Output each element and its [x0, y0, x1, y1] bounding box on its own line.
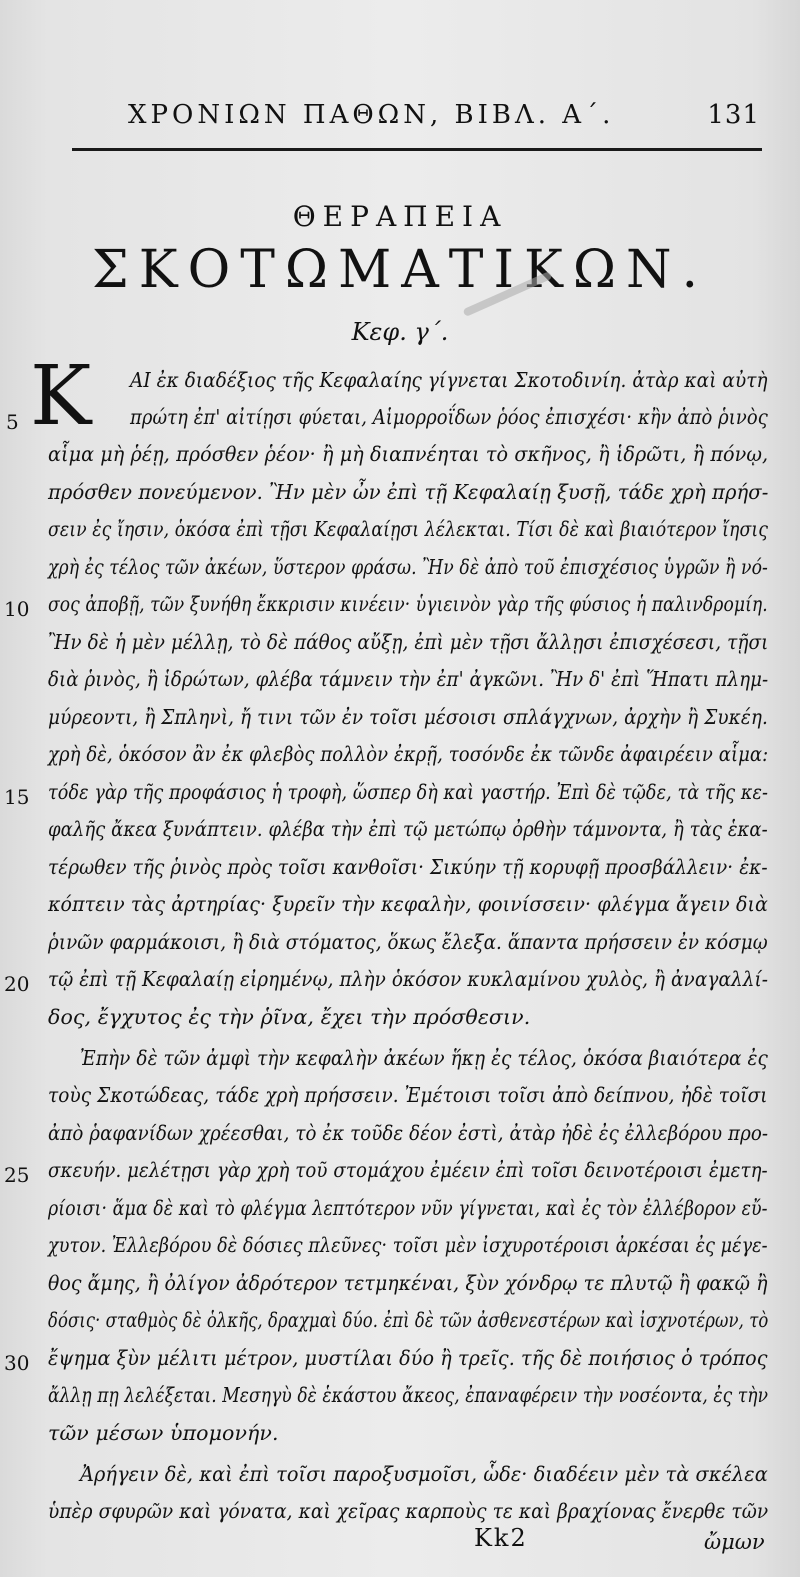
running-head: [110, 96, 760, 136]
text-line: Ἢν δὲ ἡ μὲν μέλλῃ, τὸ δὲ πάθος αὔξῃ, ἐπὶ μὲν τῇσι ἄλλῃσι ἐπισχέσεσι, τῇσι: [48, 630, 769, 654]
line-number: 15: [4, 785, 30, 809]
line-number: 25: [4, 1163, 30, 1187]
drop-cap: Κ: [30, 349, 92, 444]
text-line: ἄλλῃ πῃ λελέξεται. Μεσηγὺ δὲ ἑκάστου ἄκεος, ἐπαναφέρειν τὴν νοσέοντα, ἐς τὴν: [48, 1383, 769, 1407]
text-line: πρόσθεν πονεύμενον. Ἢν μὲν ὦν ἐπὶ τῇ Κεφαλαίῃ ξυσῇ, τάδε χρὴ πρήσ-: [48, 480, 769, 504]
text-line: ὑπὲρ σφυρῶν καὶ γόνατα, καὶ χεῖρας καρποὺς τε καὶ βραχίονας ἔνερθε τῶν: [48, 1499, 769, 1523]
text-line: τέρωθεν τῆς ῥινὸς πρὸς τοῖσι κανθοῖσι· Σικύην τῇ κορυφῇ προσβάλλειν· ἐκ-: [48, 855, 768, 879]
text-line: σειν ἐς ἴησιν, ὁκόσα ἐπὶ τῇσι Κεφαλαίῃσι λέλεκται. Τίσι δὲ καὶ βιαιότερον ἴησις: [48, 517, 768, 541]
text-line: χρὴ δὲ, ὁκόσον ἂν ἐκ φλεβὸς πολλὸν ἐκρῇ, τοσόνδε ἐκ τῶνδε ἀφαιρέειν αἷμα:: [48, 742, 769, 766]
line-number: 10: [4, 597, 30, 621]
text-line: μύρεοντι, ἢ Σπληνὶ, ἤ τινι τῶν ἐν τοῖσι μέσοισι σπλάγχνων, ἀρχὴν ἢ Συκέη.: [48, 705, 768, 729]
signature-mark: Kk2: [474, 1524, 528, 1552]
running-head-title: ΧΡΟΝΙΩΝ ΠΑΘΩΝ, ΒΙΒΛ. Α΄.: [128, 100, 615, 130]
text-line: τοὺς Σκοτώδεας, τάδε χρὴ πρήσσειν. Ἐμέτοισι τοῖσι ἀπὸ δείπνου, ἠδὲ τοῖσι: [48, 1083, 768, 1107]
text-line: πρώτη ἐπ' αἰτίῃσι φύεται, Αἱμορροΐδων ῥόος ἐπισχέσι· κἢν ἀπὸ ῥινὸς: [130, 405, 768, 429]
text-line: Ἐπὴν δὲ τῶν ἀμφὶ τὴν κεφαλὴν ἀκέων ἥκῃ ἐς τέλος, ὁκόσα βιαιότερα ἐς: [80, 1046, 768, 1070]
text-line: ΑΙ ἐκ διαδέξιος τῆς Κεφαλαίης γίγνεται Σκοτοδινίη. ἀτὰρ καὶ αὐτὴ: [130, 368, 768, 392]
text-line: Ἀρήγειν δὲ, καὶ ἐπὶ τοῖσι παροξυσμοῖσι, ὧδε· διαδέειν μὲν τὰ σκέλεα: [80, 1462, 768, 1486]
text-line: τῷ ἐπὶ τῇ Κεφαλαίῃ εἰρημένῳ, πλὴν ὁκόσον κυκλαμίνου χυλὸς, ἢ ἀναγαλλί-: [48, 967, 769, 991]
text-line: ρίοισι· ἅμα δὲ καὶ τὸ φλέγμα λεπτότερον νῦν γίγνεται, καὶ ἐς τὸν ἐλλέβορον εὔ-: [48, 1196, 768, 1220]
text-line: δος, ἔγχυτος ἐς τὴν ῥῖνα, ἔχει τὴν πρόσθεσιν.: [48, 1005, 531, 1029]
text-line: σκευήν. μελέτῃσι γὰρ χρὴ τοῦ στομάχου ἐμέειν ἐπὶ τοῖσι δεινοτέροισι ἐμετη-: [48, 1158, 768, 1182]
section-title: ΣΚΟΤΩΜΑΤΙΚΩΝ.: [91, 240, 709, 300]
text-line: τόδε γὰρ τῆς προφάσιος ἡ τροφὴ, ὥσπερ δὴ καὶ γαστήρ. Ἐπὶ δὲ τῷδε, τὰ τῆς κε-: [48, 780, 769, 804]
line-number: 5: [6, 410, 19, 434]
text-line: ἀπὸ ῥαφανίδων χρέεσθαι, τὸ ἐκ τοῦδε δέον ἐστὶ, ἀτὰρ ἠδὲ ἐς ἐλλεβόρου προ-: [48, 1121, 769, 1145]
text-line: ἔψημα ξὺν μέλιτι μέτρον, μυστίλαι δύο ἢ τρεῖς. τῆς δὲ ποιήσιος ὁ τρόπος: [48, 1346, 768, 1370]
text-line: αἷμα μὴ ῥέῃ, πρόσθεν ῥέον· ἢ μὴ διαπνέηται τὸ σκῆνος, ἢ ἱδρῶτι, ἢ πόνῳ,: [48, 442, 769, 466]
section-label: ΘΕΡΑΠΕΙΑ: [292, 200, 508, 233]
chapter-heading: Κεφ. γ΄.: [351, 318, 449, 346]
text-line: κόπτειν τὰς ἀρτηρίας· ξυρεῖν τὴν κεφαλὴν, φοινίσσειν· φλέγμα ἄγειν διὰ: [48, 892, 768, 916]
line-number: 20: [4, 972, 30, 996]
text-line: τῶν μέσων ὑπομονήν.: [48, 1421, 279, 1445]
catchword: ὤμων: [704, 1530, 765, 1554]
text-line: σος ἀποβῇ, τῶν ξυνήθη ἔκκρισιν κινέειν· ὑγιεινὸν γὰρ τῆς φύσιος ἡ παλινδρομίη.: [48, 592, 768, 616]
line-number: 30: [4, 1351, 30, 1375]
text-line: δόσις· σταθμὸς δὲ ὁλκῆς, δραχμαὶ δύο. ἐπὶ δὲ τῶν ἀσθενεστέρων καὶ ἰσχνοτέρων, τὸ: [48, 1308, 769, 1332]
text-line: διὰ ῥινὸς, ἢ ἱδρώτων, φλέβα τάμνειν τὴν ἐπ' ἀγκῶνι. Ἢν δ' ἐπὶ Ἥπατι πλημ-: [48, 667, 769, 691]
text-line: χρὴ ἐς τέλος τῶν ἀκέων, ὕστερον φράσω. Ἢν δὲ ἀπὸ τοῦ ἐπισχέσιος ὑγρῶν ἢ νό-: [48, 555, 768, 579]
text-line: ῥινῶν φαρμάκοισι, ἢ διὰ στόματος, ὅκως ἔλεξα. ἅπαντα πρήσσειν ἐν κόσμῳ: [48, 930, 768, 954]
text-line: φαλῆς ἄκεα ξυνάπτειν. φλέβα τὴν ἐπὶ τῷ μετώπῳ ὀρθὴν τάμνοντα, ἢ τὰς ἑκα-: [48, 817, 768, 841]
header-rule: [72, 148, 762, 151]
text-line: χυτον. Ἐλλεβόρου δὲ δόσιες πλεῦνες· τοῖσι μὲν ἰσχυροτέροισι ἀρκέσαι ἐς μέγε-: [48, 1233, 768, 1257]
page-number: 131: [707, 100, 760, 130]
text-line: θος ἄμης, ἢ ὀλίγον ἀδρότερον τετμηκέναι, ξὺν χόνδρῳ τε πλυτῷ ἢ φακῷ ἢ: [48, 1271, 768, 1295]
